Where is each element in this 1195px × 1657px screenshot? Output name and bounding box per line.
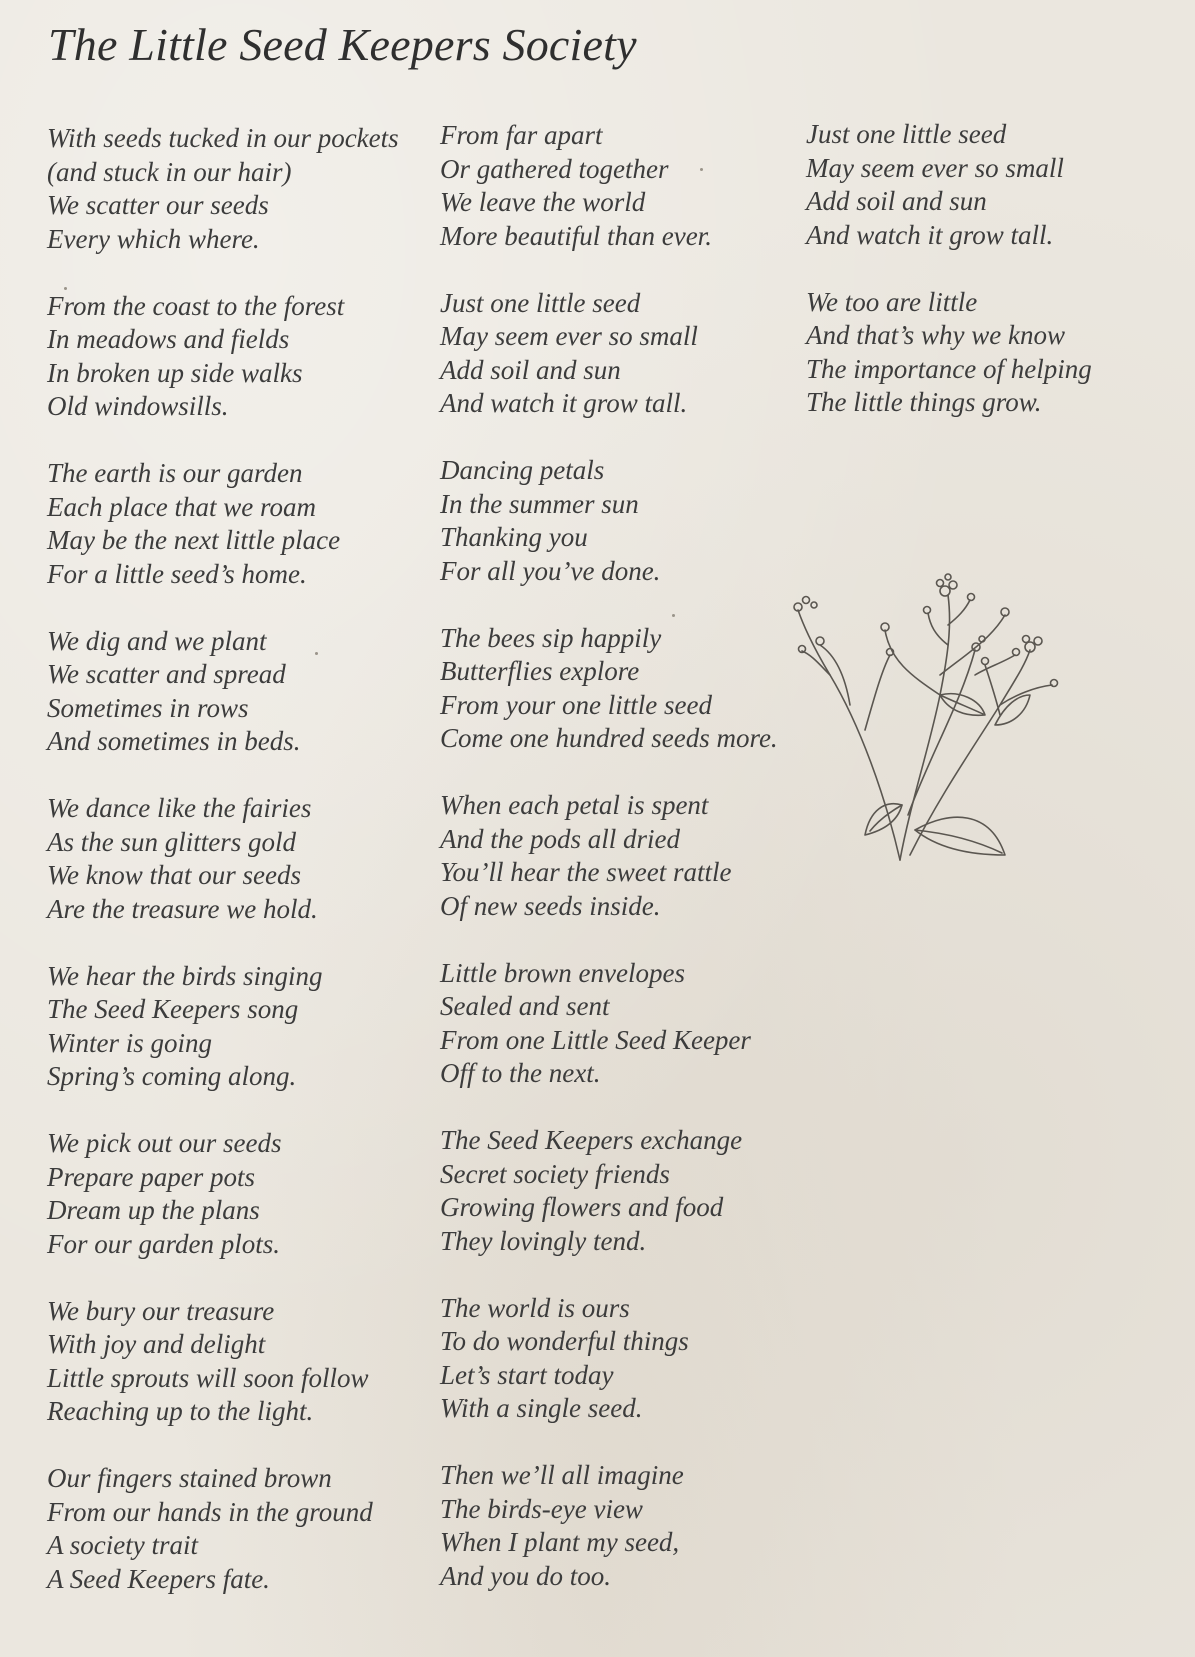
poem-line: From our hands in the ground <box>47 1496 373 1527</box>
poem-line: Old windowsills. <box>47 391 229 421</box>
poem-line: Dancing petals <box>440 455 605 485</box>
poem-line: With a single seed. <box>440 1393 643 1423</box>
poem-line: Reaching up to the light. <box>47 1396 314 1426</box>
poem-line: The little things grow. <box>806 387 1042 417</box>
poem-line: In broken up side walks <box>47 357 303 388</box>
poem-stanza <box>47 122 399 256</box>
poem-line: For all you’ve done. <box>440 555 661 586</box>
poem-line: And sometimes in beds. <box>47 726 301 756</box>
poem-stanza <box>440 119 778 253</box>
poem-line: To do wonderful things <box>440 1326 689 1356</box>
poem-line: They lovingly tend. <box>440 1225 647 1256</box>
poem-line: When I plant my seed, <box>440 1527 680 1557</box>
poem-line: We know that our seeds <box>47 860 301 890</box>
poem-stanza <box>47 1127 399 1261</box>
poem-stanza <box>440 1292 778 1426</box>
poem-line: Are the treasure we hold. <box>47 893 318 924</box>
poem-line: Spring’s coming along. <box>47 1061 297 1091</box>
poem-line: Winter is going <box>47 1027 213 1058</box>
poem-line: When each petal is spent <box>440 790 709 820</box>
poem-line: Thanking you <box>440 522 588 552</box>
poem-stanza <box>47 792 399 926</box>
poem-line: From your one little seed <box>440 689 712 720</box>
poem-line: The earth is our garden <box>47 458 303 488</box>
poem-line: Growing flowers and food <box>440 1192 724 1222</box>
poem-line: The world is ours <box>440 1292 630 1323</box>
poem-line: Our fingers stained brown <box>47 1463 332 1493</box>
poem-line: From far apart <box>440 120 603 150</box>
poem-line: Add soil and sun <box>440 354 621 385</box>
poem-line: Every which where. <box>47 223 260 254</box>
poem-stanza <box>806 118 1092 252</box>
poem-line: We hear the birds singing <box>47 960 323 991</box>
poem-line: Just one little seed <box>806 119 1007 149</box>
poem-line: May seem ever so small <box>806 152 1064 183</box>
poem-line: Let’s start today <box>440 1359 614 1390</box>
poem-stanza <box>440 287 778 421</box>
paper-speck <box>700 168 703 171</box>
poem-line: Sometimes in rows <box>47 692 249 723</box>
poem-stanza <box>440 454 778 588</box>
poem-stanza <box>47 1462 399 1596</box>
poem-line: With joy and delight <box>47 1329 266 1359</box>
poem-line: Butterflies explore <box>440 656 640 686</box>
poem-line: May seem ever so small <box>440 321 698 351</box>
poem-line: We too are little <box>806 286 978 317</box>
paper-speck <box>315 652 318 655</box>
paper-speck <box>672 614 675 617</box>
page-title: The Little Seed Keepers Society <box>48 19 637 70</box>
poem-line: Then we’ll all imagine <box>440 1460 684 1490</box>
poem-line: Just one little seed <box>440 287 641 318</box>
poem-line: As the sun glitters gold <box>47 826 296 857</box>
poem-line: (and stuck in our hair) <box>47 156 292 187</box>
poem-stanza <box>440 1459 778 1593</box>
poem-line: Little brown envelopes <box>440 957 685 988</box>
poem-line: Each place that we roam <box>47 491 316 522</box>
poem-line: The birds-eye view <box>440 1493 643 1524</box>
poem-line: We pick out our seeds <box>47 1128 282 1158</box>
poem-line: Sealed and sent <box>440 991 610 1021</box>
poem-line: In the summer sun <box>440 488 639 519</box>
poem-line: And you do too. <box>440 1560 611 1591</box>
poem-line: Secret society friends <box>440 1158 670 1189</box>
poem-line: In meadows and fields <box>47 324 290 354</box>
poem-line: We scatter and spread <box>47 659 286 689</box>
poem-line: We dance like the fairies <box>47 793 312 823</box>
poem-line: You’ll hear the sweet rattle <box>440 857 732 887</box>
poem-stanza <box>806 286 1092 420</box>
poem-line: For our garden plots. <box>47 1228 281 1259</box>
poem-line: And watch it grow tall. <box>806 219 1054 250</box>
poem-stanza <box>440 622 778 756</box>
poem-stanza <box>47 960 399 1094</box>
poem-line: Or gathered together <box>440 153 669 184</box>
poem-line: From the coast to the forest <box>47 290 345 321</box>
poem-stanza <box>47 457 399 591</box>
poem-column-2 <box>440 119 778 1627</box>
paper-speck <box>64 287 67 290</box>
poem-stanza <box>47 1295 399 1429</box>
poem-line: And watch it grow tall. <box>440 388 688 418</box>
poem-line: Dream up the plans <box>47 1195 260 1225</box>
poem-line: May be the next little place <box>47 525 341 555</box>
poem-line: We scatter our seeds <box>47 190 269 220</box>
poem-line: Off to the next. <box>440 1058 601 1088</box>
poem-line: The bees sip happily <box>440 622 662 653</box>
poem-line: Of new seeds inside. <box>440 890 661 921</box>
poem-stanza <box>440 957 778 1091</box>
poem-column-3 <box>806 118 1092 453</box>
poem-line: Prepare paper pots <box>47 1161 255 1192</box>
wildflower-sketch-icon <box>790 555 1100 875</box>
poem-line: And that’s why we know <box>806 320 1065 350</box>
poem-line: We dig and we plant <box>47 625 267 656</box>
poem-stanza <box>47 290 399 424</box>
poem-line: Come one hundred seeds more. <box>440 723 778 753</box>
poem-line: The Seed Keepers song <box>47 994 299 1024</box>
poem-line: Add soil and sun <box>806 186 987 216</box>
poem-line: From one Little Seed Keeper <box>440 1024 751 1055</box>
poem-line: The importance of helping <box>806 353 1092 384</box>
poem-column-1 <box>47 122 399 1630</box>
poem-line: Little sprouts will soon follow <box>47 1362 369 1393</box>
poem-stanza <box>440 789 778 923</box>
poem-line: We leave the world <box>440 187 646 217</box>
poem-line: And the pods all dried <box>440 823 680 854</box>
poem-line: We bury our treasure <box>47 1295 275 1326</box>
poem-line: More beautiful than ever. <box>440 220 712 251</box>
poem-line: A society trait <box>47 1530 198 1560</box>
poem-line: With seeds tucked in our pockets <box>47 123 399 153</box>
poem-line: A Seed Keepers fate. <box>47 1563 270 1594</box>
poem-line: For a little seed’s home. <box>47 558 307 589</box>
poem-line: The Seed Keepers exchange <box>440 1125 743 1155</box>
poem-stanza <box>47 625 399 759</box>
poem-stanza <box>440 1124 778 1258</box>
